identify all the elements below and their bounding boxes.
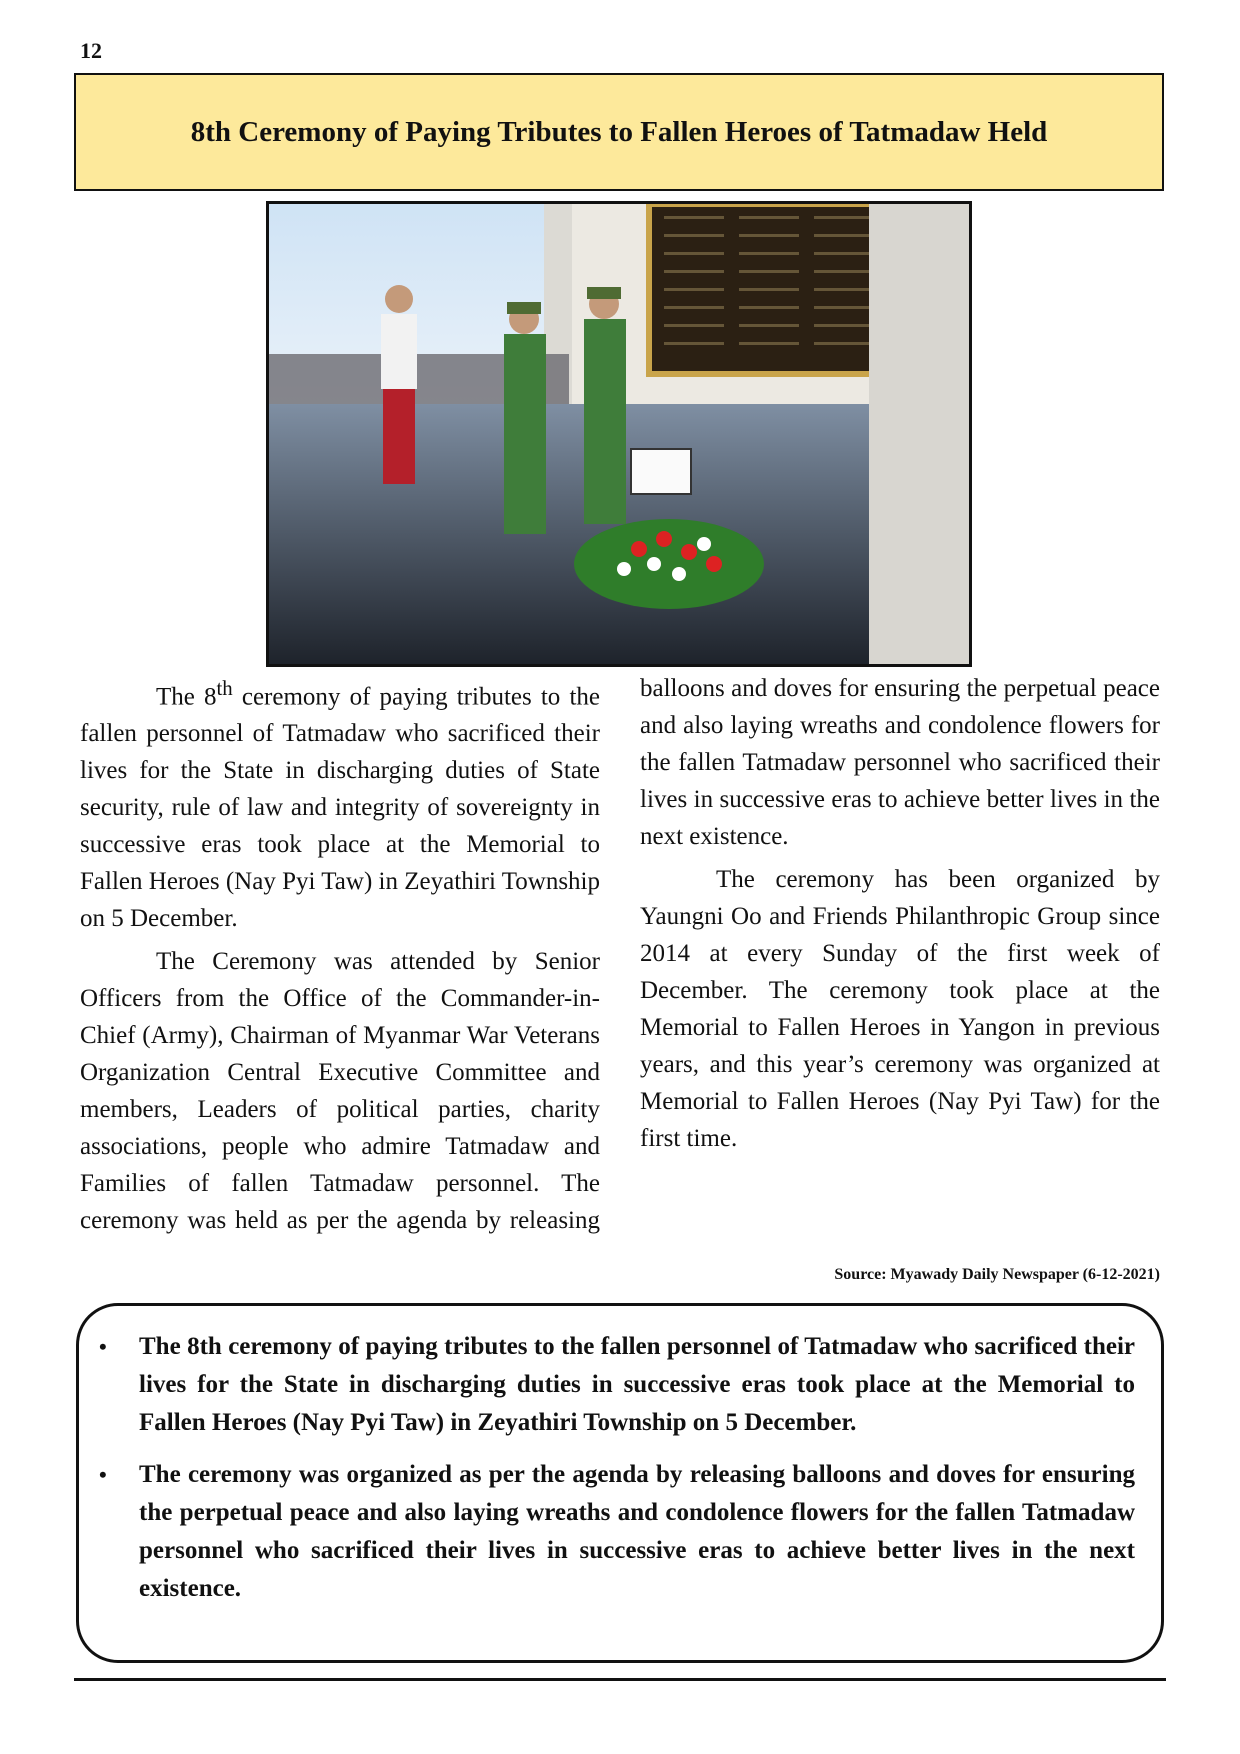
summary-item-1: • The 8th ceremony of paying tributes to the fallen personnel of Tatmadaw who sacrificed their lives for the State in discharging duties in successive eras took place at the Memorial to Fallen Heroes (Nay Pyi Taw) in Zeyathiri Township on 5 December. (139, 1328, 1135, 1442)
title-banner (74, 73, 1164, 191)
article-paragraph-1: The 8th ceremony of paying tributes to the fallen personnel of Tatmadaw who sacrificed their lives for the State in discharging duties of State security, rule of law and integrity of sovereignty in successive eras took place at the Memorial to Fallen Heroes (Nay Pyi Taw) in Zeyathiri Township on 5 December. (80, 676, 600, 933)
bottom-rule (74, 1678, 1166, 1681)
ceremony-photo-illustration (269, 204, 969, 664)
summary-item-2: • The ceremony was organized as per the agenda by releasing balloons and doves for ensuring the perpetual peace and also laying wreaths and condolence flowers for the fallen Tatmadaw personnel who sacrificed their lives in successive eras to achieve better lives in the next existence. (139, 1456, 1135, 1608)
officer-figure-2 (584, 287, 626, 524)
article-body (80, 670, 1160, 1250)
wreath-sign (631, 449, 691, 494)
floor (269, 404, 869, 664)
ceremony-photo (266, 201, 972, 667)
bullet-icon: • (99, 1334, 107, 1359)
officer-figure-1 (504, 302, 546, 534)
wreath-flowers (574, 519, 764, 609)
article-paragraph-2: The Ceremony was attended by Senior Officers from the Office of the Commander-in-Chief (Army), Chairman of Myanmar War Veterans Organization Central Executive Committee and members, Leaders of political parties, charity associations, people who admire Tatmadaw and Families of fallen Tatmadaw personnel. The ceremony was held as per the agenda by releasing balloons and doves for ensuring the perpetual peace and also laying wreaths and condolence flowers for the fallen Tatmadaw personnel who sacrificed their lives in successive eras to achieve better lives in the next existence. (80, 675, 1160, 1235)
source-credit: Source: Myawady Daily Newspaper (6-12-2021) (834, 1266, 1160, 1283)
summary-box (76, 1303, 1164, 1663)
article-paragraph-3: The ceremony has been organized by Yaungni Oo and Friends Philanthropic Group since 2014 at every Sunday of the first week of December. The ceremony took place at the Memorial to Fallen Heroes in Yangon in previous years, and this year’s ceremony was organized at Memorial to Fallen Heroes (Nay Pyi Taw) for the first time. (640, 866, 1160, 1152)
pillar (869, 204, 969, 664)
article-title: 8th Ceremony of Paying Tributes to Fallen Heroes of Tatmadaw Held (190, 115, 1048, 148)
civilian-figure (381, 285, 417, 484)
page-number: 12 (80, 38, 102, 63)
bullet-icon: • (99, 1462, 107, 1487)
